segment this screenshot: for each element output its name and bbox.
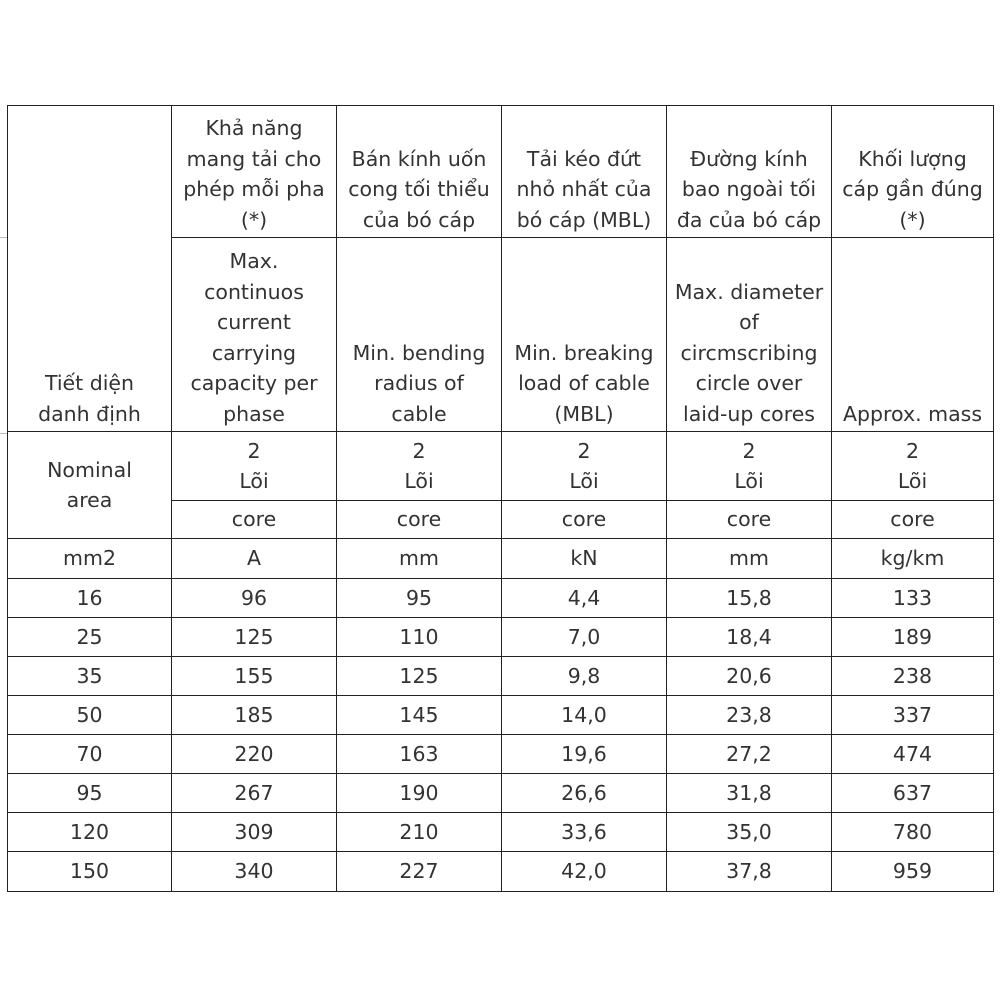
current-capacity-header-vn: Khả năng mang tải cho phép mỗi pha (*) (172, 106, 337, 238)
unit-cell: mm (667, 539, 832, 579)
table-cell: 125 (337, 657, 502, 696)
mass-header-vn: Khối lượng cáp gần đúng (*) (832, 106, 994, 238)
table-cell: 16 (8, 579, 172, 618)
breaking-load-header-en: Min. breaking load of cable (MBL) (502, 238, 667, 432)
table-cell: 155 (172, 657, 337, 696)
table-row (8, 774, 994, 813)
table-cell: 227 (337, 852, 502, 892)
cores-en-cell: core (502, 501, 667, 539)
table-row (8, 813, 994, 852)
mass-header-en: Approx. mass (832, 238, 994, 432)
table-cell: 337 (832, 696, 994, 735)
table-row (8, 618, 994, 657)
table-cell: 309 (172, 813, 337, 852)
table-cell: 190 (337, 774, 502, 813)
cores-en-cell: core (667, 501, 832, 539)
table-cell: 238 (832, 657, 994, 696)
unit-cell: kN (502, 539, 667, 579)
current-capacity-header-en: Max. continuos current carrying capacity per phase (172, 238, 337, 432)
cores-count-cell: 2 Lõi (337, 432, 502, 501)
table-cell: 150 (8, 852, 172, 892)
cores-count-cell: 2 Lõi (832, 432, 994, 501)
table-cell: 23,8 (667, 696, 832, 735)
table-cell: 110 (337, 618, 502, 657)
cores-count-cell: 2 Lõi (172, 432, 337, 501)
table-cell: 35,0 (667, 813, 832, 852)
table-row (8, 696, 994, 735)
unit-cell: mm (337, 539, 502, 579)
table-cell: 220 (172, 735, 337, 774)
table-cell: 959 (832, 852, 994, 892)
cores-count-cell: 2 Lõi (667, 432, 832, 501)
table-cell: 95 (8, 774, 172, 813)
table-cell: 7,0 (502, 618, 667, 657)
table-cell: 20,6 (667, 657, 832, 696)
cores-en-cell: core (832, 501, 994, 539)
table-cell: 27,2 (667, 735, 832, 774)
unit-cell: mm2 (8, 539, 172, 579)
table-cell: 163 (337, 735, 502, 774)
cores-en-cell: core (337, 501, 502, 539)
table-cell: 18,4 (667, 618, 832, 657)
table-cell: 780 (832, 813, 994, 852)
unit-cell: A (172, 539, 337, 579)
table-cell: 267 (172, 774, 337, 813)
table-cell: 96 (172, 579, 337, 618)
breaking-load-header-vn: Tải kéo đứt nhỏ nhất của bó cáp (MBL) (502, 106, 667, 238)
table-cell: 50 (8, 696, 172, 735)
table-cell: 125 (172, 618, 337, 657)
units-row (8, 539, 994, 579)
table-row (8, 579, 994, 618)
cable-spec-table (7, 105, 994, 892)
table-cell: 474 (832, 735, 994, 774)
table-cell: 42,0 (502, 852, 667, 892)
header-row-vn (8, 106, 994, 238)
diameter-header-vn: Đường kính bao ngoài tối đa của bó cáp (667, 106, 832, 238)
table-cell: 25 (8, 618, 172, 657)
table-cell: 210 (337, 813, 502, 852)
table-cell: 14,0 (502, 696, 667, 735)
table-cell: 120 (8, 813, 172, 852)
table-cell: 19,6 (502, 735, 667, 774)
table-cell: 145 (337, 696, 502, 735)
bending-radius-header-vn: Bán kính uốn cong tối thiểu của bó cáp (337, 106, 502, 238)
cores-count-cell: 2 Lõi (502, 432, 667, 501)
nominal-area-header-en: Nominal area (8, 432, 172, 539)
table-cell: 70 (8, 735, 172, 774)
table-cell: 637 (832, 774, 994, 813)
nominal-area-header-vn: Tiết diện danh định (8, 106, 172, 432)
table-cell: 133 (832, 579, 994, 618)
table-cell: 15,8 (667, 579, 832, 618)
table-cell: 4,4 (502, 579, 667, 618)
table-row (8, 657, 994, 696)
table-cell: 35 (8, 657, 172, 696)
edge-divider (0, 237, 7, 238)
table-cell: 9,8 (502, 657, 667, 696)
cores-row (8, 432, 994, 501)
table-cell: 340 (172, 852, 337, 892)
edge-divider (0, 433, 7, 434)
table-cell: 33,6 (502, 813, 667, 852)
diameter-header-en: Max. diameter of circmscribing circle over laid-up cores (667, 238, 832, 432)
table-cell: 185 (172, 696, 337, 735)
table-cell: 26,6 (502, 774, 667, 813)
cores-en-cell: core (172, 501, 337, 539)
table-cell: 189 (832, 618, 994, 657)
table-cell: 95 (337, 579, 502, 618)
table-row (8, 735, 994, 774)
table-cell: 31,8 (667, 774, 832, 813)
bending-radius-header-en: Min. bending radius of cable (337, 238, 502, 432)
table-cell: 37,8 (667, 852, 832, 892)
unit-cell: kg/km (832, 539, 994, 579)
table-row (8, 852, 994, 892)
